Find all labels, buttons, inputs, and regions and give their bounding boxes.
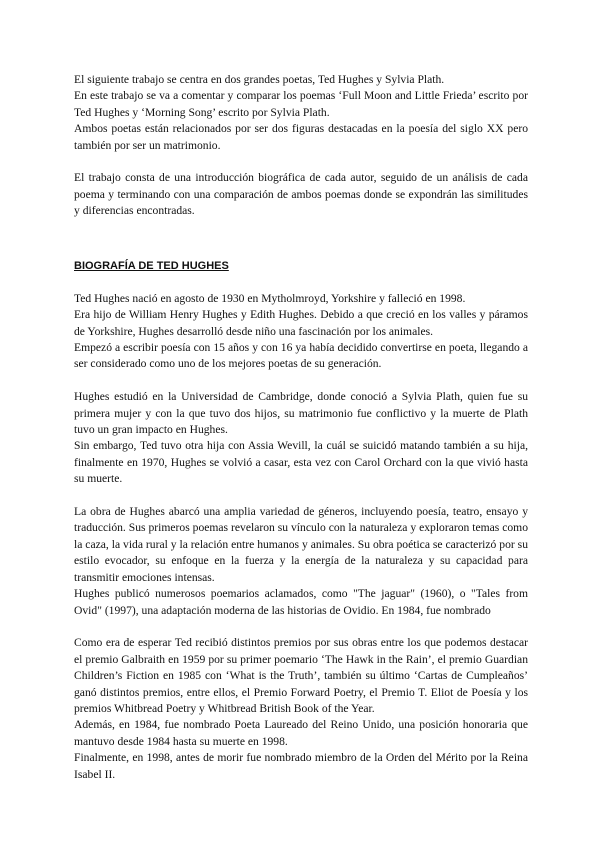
bio-paragraph-5: Sin embargo, Ted tuvo otra hija con Assia Wevill, la cuál se suicidó matando también a su hija, finalmente en 1970, Hughes se volvió a casar, esta vez con Carol Orchard con la que vivió hasta su muerte. <box>74 439 528 486</box>
bio-paragraph-10: Finalmente, en 1998, antes de morir fue nombrado miembro de la Orden del Mérito por la Reina Isabel II. <box>74 751 528 781</box>
bio-paragraph-2: Era hijo de William Henry Hughes y Edith Hughes. Debido a que creció en los valles y páramos de Yorkshire, Hughes desarrolló desde niño una fascinación por los animales. <box>74 308 528 338</box>
bio-paragraph-8: Como era de esperar Ted recibió distintos premios por sus obras entre los que podemos destacar el premio Galbraith en 1959 por su primer poemario ‘The Hawk in the Rain’, el premio Guardian Children’s Fiction en 1985 con ‘What is the Truth’, también su último ‘Cartas de Cumpleaños’ ganó distintos premios, entre ellos, el Premio Forward Poetry, el Premio T. Eliot de Poesía y los premios Whitbread Poetry y Whitbread British Book of the Year. <box>74 636 528 715</box>
bio-paragraph-1: Ted Hughes nació en agosto de 1930 en Mytholmroyd, Yorkshire y falleció en 1998. <box>74 291 466 305</box>
spacer <box>74 274 528 290</box>
intro-paragraph-1: El siguiente trabajo se centra en dos grandes poetas, Ted Hughes y Sylvia Plath. <box>74 73 445 86</box>
spacer <box>74 220 528 242</box>
spacer <box>74 242 528 258</box>
spacer <box>74 373 528 389</box>
bio-paragraph-3: Empezó a escribir poesía con 15 años y con 16 ya había decidido convertirse en poeta, llegando a ser considerado como uno de los mejores poetas de su generación. <box>74 341 528 371</box>
intro-paragraph-4: El trabajo consta de una introducción biográfica de cada autor, seguido de un análisis de cada poema y terminando con una comparación de ambos poemas donde se expondrán las similitudes y diferencias encontradas. <box>74 171 528 218</box>
bio-paragraph-7: Hughes publicó numerosos poemarios aclamados, como "The jaguar" (1960), o "Tales from Ovid" (1997), una adaptación moderna de las historias de Ovidio. En 1984, fue nombrado <box>74 587 528 617</box>
bio-paragraph-9: Además, en 1984, fue nombrado Poeta Laureado del Reino Unido, una posición honoraria que mantuvo desde 1984 hasta su muerte en 1998. <box>74 718 528 748</box>
spacer <box>74 488 528 504</box>
spacer <box>74 619 528 635</box>
bio-paragraph-6: La obra de Hughes abarcó una amplia variedad de géneros, incluyendo poesía, teatro, ensayo y traducción. Sus primeros poemas revelaron su vínculo con la naturaleza y exploraron temas como la caza, la vida rural y la relación entre humanos y animales. Su obra poética se caracterizó por su estilo evocador, su enfoque en la fuerza y la energía de la naturaleza y su capacidad para transmitir emociones intensas. <box>74 505 528 584</box>
section-heading: BIOGRAFÍA DE TED HUGHES <box>74 260 229 273</box>
intro-paragraph-3: Ambos poetas están relacionados por ser dos figuras destacadas en la poesía del siglo XX pero también por ser un matrimonio. <box>74 122 528 152</box>
document-page <box>74 72 528 783</box>
spacer <box>74 154 528 170</box>
intro-paragraph-2: En este trabajo se va a comentar y comparar los poemas ‘Full Moon and Little Frieda’ escrito por Ted Hughes y ‘Morning Song’ escrito por Sylvia Plath. <box>74 89 528 119</box>
bio-paragraph-4: Hughes estudió en la Universidad de Cambridge, donde conoció a Sylvia Plath, quien fue su primera mujer y con la que tuvo dos hijos, su matrimonio fue conflictivo y la muerte de Plath tuvo un gran impacto en Hughes. <box>74 390 528 437</box>
